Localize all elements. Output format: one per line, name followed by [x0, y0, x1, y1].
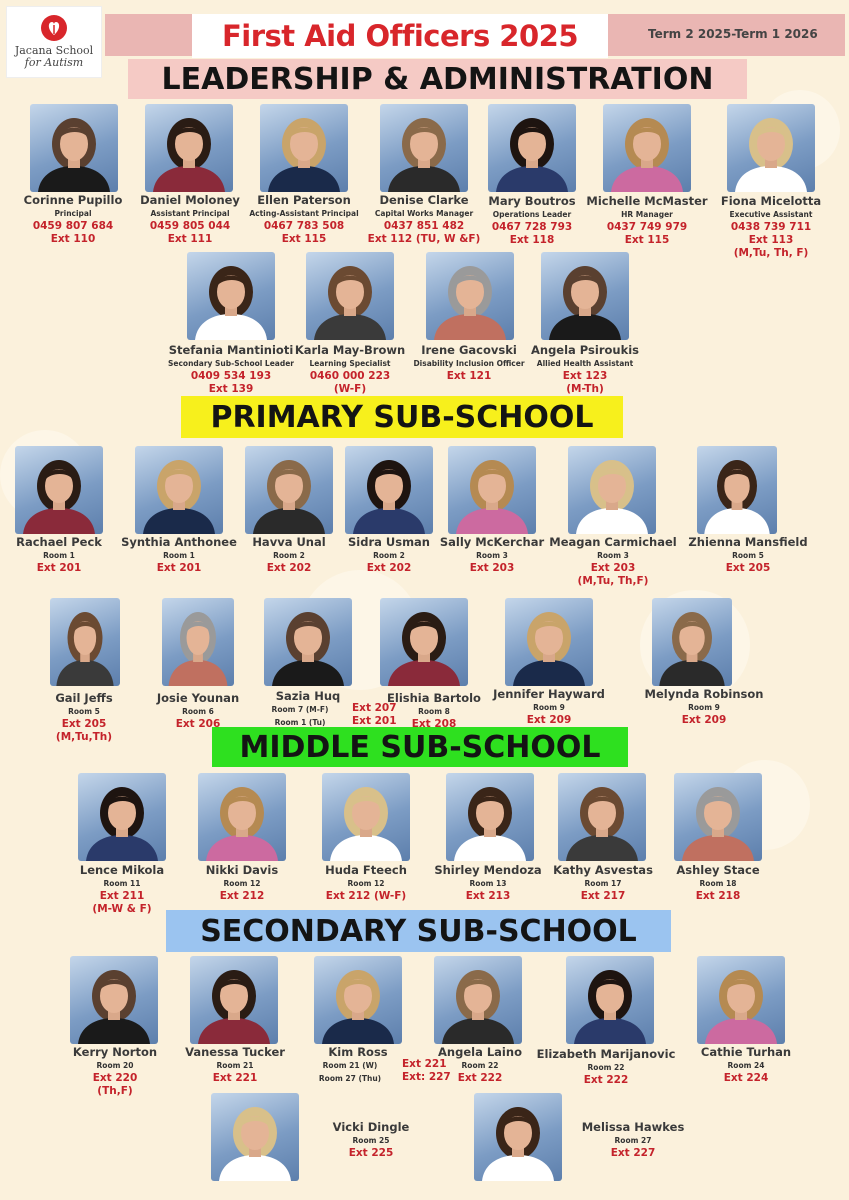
person-role: Room 20 — [96, 1061, 134, 1070]
person-contact: Ext 115 — [624, 234, 670, 246]
person-room: Room 21 (W) — [322, 1061, 378, 1070]
person-name: Kim Ross — [328, 1045, 388, 1059]
person-photo — [697, 956, 785, 1044]
portrait-icon — [474, 1093, 562, 1181]
section-heading-secondary: SECONDARY SUB-SCHOOL — [166, 910, 671, 952]
person-role: Room 1 — [43, 551, 75, 560]
person-role: Room 25 — [352, 1136, 390, 1145]
person-name: Sazia Huq — [275, 689, 341, 703]
person-role: Room 17 — [584, 879, 622, 888]
person-contact: Ext 203 — [469, 562, 515, 574]
person-photo — [245, 446, 333, 534]
person-name: Elizabeth Marijanovic — [536, 1047, 676, 1061]
portrait-icon — [697, 956, 785, 1044]
person-name: Stefania Mantinioti — [168, 343, 294, 357]
person-contact: Ext 121 — [446, 370, 492, 382]
person-photo — [30, 104, 118, 192]
person-role: Room 6 — [182, 707, 214, 716]
person-photo — [727, 104, 815, 192]
person-room: Room 27 (Thu) — [318, 1074, 382, 1083]
person-contact: 0438 739 711 — [730, 221, 812, 233]
person-role: Room 2 — [373, 551, 405, 560]
portrait-icon — [30, 104, 118, 192]
person-contact: Ext 201 — [36, 562, 82, 574]
person-contact: Ext 205 — [725, 562, 771, 574]
person-role: Room 12 — [347, 879, 385, 888]
portrait-icon — [50, 598, 120, 686]
person-photo — [652, 598, 732, 686]
person-photo — [488, 104, 576, 192]
portrait-icon — [162, 598, 234, 686]
person-photo — [558, 773, 646, 861]
person-role: Room 9 — [533, 703, 565, 712]
section-heading-leadership: LEADERSHIP & ADMINISTRATION — [128, 59, 747, 99]
person-name: Irene Gacovski — [421, 343, 517, 357]
person-contact: Ext 220 — [92, 1072, 138, 1084]
person-contact: Ext 113 — [748, 234, 794, 246]
person-contact: 0409 534 193 — [190, 370, 272, 382]
portrait-icon — [78, 773, 166, 861]
school-logo — [6, 6, 102, 78]
person-photo — [145, 104, 233, 192]
person-photo — [162, 598, 234, 686]
person-name: Kathy Asvestas — [553, 863, 653, 877]
person-contact: Ext 209 — [526, 714, 572, 726]
person-photo — [50, 598, 120, 686]
person-photo — [474, 1093, 562, 1181]
person-name: Synthia Anthonee — [121, 535, 237, 549]
section-heading-primary: PRIMARY SUB-SCHOOL — [181, 396, 623, 438]
person-contact: Ext 111 — [167, 233, 213, 245]
person-contact: Ext 123 — [562, 370, 608, 382]
person-contact: (M,Tu, Th,F) — [577, 575, 649, 587]
person-photo — [603, 104, 691, 192]
person-name: Gail Jeffs — [55, 691, 113, 705]
person-room: Room 1 (Tu) — [274, 718, 326, 727]
portrait-icon — [674, 773, 762, 861]
person-name: Sally McKerchar — [439, 535, 545, 549]
person-name: Vicki Dingle — [332, 1120, 410, 1134]
person-contact: Ext 213 — [465, 890, 511, 902]
person-name: Cathie Turhan — [700, 1045, 792, 1059]
logo-wordmark — [15, 45, 93, 69]
person-role: Room 11 — [103, 879, 141, 888]
person-role: Disability Inclusion Officer — [413, 359, 525, 368]
person-name: Michelle McMaster — [586, 194, 708, 208]
person-contact: Ext 211 — [99, 890, 145, 902]
person-contact: Ext 118 — [509, 234, 555, 246]
person-photo — [434, 956, 522, 1044]
person-extension: Ext 207 — [352, 702, 397, 714]
person-role: Room 8 — [418, 707, 450, 716]
person-contact: (M-W & F) — [92, 903, 152, 915]
person-name: Mary Boutros — [488, 194, 576, 208]
term-label: Term 2 2025-Term 1 2026 — [648, 27, 818, 41]
portrait-icon — [260, 104, 348, 192]
person-photo — [78, 773, 166, 861]
person-role: Learning Specialist — [309, 359, 391, 368]
person-role: Executive Assistant — [729, 210, 813, 219]
portrait-icon — [190, 956, 278, 1044]
person-name: Sidra Usman — [347, 535, 431, 549]
person-name: Angela Laino — [438, 1045, 522, 1059]
portrait-icon — [446, 773, 534, 861]
person-contact: Ext 212 (W-F) — [325, 890, 407, 902]
person-role: Room 5 — [732, 551, 764, 560]
person-role: Room 24 — [727, 1061, 765, 1070]
person-contact: Ext 139 — [208, 383, 254, 395]
person-photo — [345, 446, 433, 534]
person-contact: (M,Tu, Th, F) — [733, 247, 809, 259]
portrait-icon — [245, 446, 333, 534]
portrait-icon — [448, 446, 536, 534]
portrait-icon — [426, 252, 514, 340]
person-role: Room 12 — [223, 879, 261, 888]
portrait-icon — [727, 104, 815, 192]
person-name: Ellen Paterson — [257, 193, 351, 207]
person-role: Room 22 — [461, 1061, 499, 1070]
person-contact: Ext 201 — [156, 562, 202, 574]
person-contact: 0467 728 793 — [491, 221, 573, 233]
person-contact: 0437 851 482 — [383, 220, 465, 232]
person-contact: Ext 209 — [681, 714, 727, 726]
person-photo — [446, 773, 534, 861]
person-contact: Ext 202 — [366, 562, 412, 574]
person-role: Room 27 — [614, 1136, 652, 1145]
portrait-icon — [541, 252, 629, 340]
person-name: Corinne Pupillo — [23, 193, 123, 207]
section-heading-middle: MIDDLE SUB-SCHOOL — [212, 727, 628, 767]
portrait-icon — [187, 252, 275, 340]
person-photo — [15, 446, 103, 534]
person-role: Room 3 — [476, 551, 508, 560]
person-photo — [322, 773, 410, 861]
person-role: Acting-Assistant Principal — [249, 209, 359, 218]
person-name: Elishia Bartolo — [387, 691, 481, 705]
logo-line-2: for Autism — [24, 56, 84, 69]
person-contact: Ext 206 — [175, 718, 221, 730]
person-contact: 0459 805 044 — [149, 220, 231, 232]
title-box — [192, 14, 608, 58]
person-photo — [674, 773, 762, 861]
person-role: Room 22 — [587, 1063, 625, 1072]
person-photo — [135, 446, 223, 534]
person-name: Melissa Hawkes — [581, 1120, 685, 1134]
portrait-icon — [697, 446, 777, 534]
person-role: Operations Leader — [492, 210, 572, 219]
person-contact: Ext 203 — [590, 562, 636, 574]
person-role: Room 1 — [163, 551, 195, 560]
person-photo — [306, 252, 394, 340]
portrait-icon — [145, 104, 233, 192]
person-role: Allied Health Assistant — [536, 359, 634, 368]
person-role: Principal — [54, 209, 92, 218]
person-name: Josie Younan — [156, 691, 240, 705]
portrait-icon — [566, 956, 654, 1044]
person-contact: Ext 225 — [348, 1147, 394, 1159]
person-contact: (Th,F) — [97, 1085, 133, 1097]
person-photo — [697, 446, 777, 534]
portrait-icon — [135, 446, 223, 534]
person-role: Room 3 — [597, 551, 629, 560]
person-contact: Ext 224 — [723, 1072, 769, 1084]
person-name: Zhienna Mansfield — [688, 535, 808, 549]
portrait-icon — [322, 773, 410, 861]
person-extension: Ext 221 — [402, 1058, 447, 1070]
person-name: Angela Psiroukis — [530, 343, 640, 357]
person-role: Room 21 — [216, 1061, 254, 1070]
portrait-icon — [434, 956, 522, 1044]
person-photo — [264, 598, 352, 686]
person-name: Karla May-Brown — [294, 343, 406, 357]
portrait-icon — [264, 598, 352, 686]
person-role: Room 2 — [273, 551, 305, 560]
person-photo — [568, 446, 656, 534]
person-contact: (M-Th) — [566, 383, 604, 395]
person-role: Room 5 — [68, 707, 100, 716]
person-photo — [505, 598, 593, 686]
person-contact: Ext 222 — [457, 1072, 503, 1084]
person-photo — [314, 956, 402, 1044]
person-photo — [198, 773, 286, 861]
person-contact: Ext 227 — [610, 1147, 656, 1159]
portrait-icon — [380, 598, 468, 686]
person-role: HR Manager — [621, 210, 673, 219]
person-name: Daniel Moloney — [140, 193, 240, 207]
person-name: Lence Mikola — [79, 863, 165, 877]
person-name: Rachael Peck — [16, 535, 102, 549]
person-photo — [448, 446, 536, 534]
person-role: Capital Works Manager — [374, 209, 474, 218]
person-contact: Ext 218 — [695, 890, 741, 902]
person-name: Shirley Mendoza — [434, 863, 542, 877]
person-photo — [426, 252, 514, 340]
portrait-icon — [70, 956, 158, 1044]
person-photo — [190, 956, 278, 1044]
person-name: Havva Unal — [252, 535, 326, 549]
person-name: Meagan Carmichael — [549, 535, 677, 549]
person-name: Vanessa Tucker — [185, 1045, 285, 1059]
person-contact: Ext 217 — [580, 890, 626, 902]
portrait-icon — [505, 598, 593, 686]
person-photo — [260, 104, 348, 192]
person-contact: (M,Tu,Th) — [55, 731, 113, 743]
portrait-icon — [198, 773, 286, 861]
person-name: Nikki Davis — [205, 863, 279, 877]
person-role: Assistant Principal — [150, 209, 230, 218]
heart-logo-icon — [39, 13, 69, 43]
person-contact: Ext 208 — [411, 718, 457, 730]
portrait-icon — [652, 598, 732, 686]
person-name: Ashley Stace — [676, 863, 760, 877]
portrait-icon — [488, 104, 576, 192]
logo-line-1: Jacana School — [14, 44, 94, 57]
person-contact: 0460 000 223 — [309, 370, 391, 382]
portrait-icon — [603, 104, 691, 192]
person-role: Room 9 — [688, 703, 720, 712]
portrait-icon — [211, 1093, 299, 1181]
person-contact: 0437 749 979 — [606, 221, 688, 233]
page-title: First Aid Officers 2025 — [221, 19, 579, 53]
person-contact: 0467 783 508 — [263, 220, 345, 232]
portrait-icon — [558, 773, 646, 861]
person-name: Jennifer Hayward — [493, 687, 605, 701]
person-name: Fiona Micelotta — [720, 194, 822, 208]
person-name: Denise Clarke — [379, 193, 469, 207]
person-extension: Ext 201 — [352, 715, 397, 727]
person-role: Secondary Sub-School Leader — [167, 359, 295, 368]
person-contact: 0459 807 684 — [32, 220, 114, 232]
person-name: Huda Fteech — [325, 863, 407, 877]
portrait-icon — [568, 446, 656, 534]
person-contact: Ext 202 — [266, 562, 312, 574]
person-contact: Ext 112 (TU, W &F) — [367, 233, 481, 245]
person-contact: (W-F) — [333, 383, 367, 395]
person-photo — [211, 1093, 299, 1181]
person-role: Room 13 — [469, 879, 507, 888]
portrait-icon — [314, 956, 402, 1044]
person-room: Room 7 (M-F) — [271, 705, 329, 714]
person-name: Kerry Norton — [72, 1045, 158, 1059]
person-photo — [380, 104, 468, 192]
person-role: Room 18 — [699, 879, 737, 888]
person-extension: Ext: 227 — [402, 1071, 451, 1083]
person-contact: Ext 110 — [50, 233, 96, 245]
portrait-icon — [380, 104, 468, 192]
person-contact: Ext 221 — [212, 1072, 258, 1084]
person-photo — [70, 956, 158, 1044]
person-contact: Ext 115 — [281, 233, 327, 245]
person-photo — [566, 956, 654, 1044]
person-photo — [541, 252, 629, 340]
person-photo — [380, 598, 468, 686]
person-name: Melynda Robinson — [644, 687, 764, 701]
person-photo — [187, 252, 275, 340]
person-contact: Ext 222 — [583, 1074, 629, 1086]
person-contact: Ext 205 — [61, 718, 107, 730]
portrait-icon — [306, 252, 394, 340]
person-contact: Ext 212 — [219, 890, 265, 902]
portrait-icon — [345, 446, 433, 534]
portrait-icon — [15, 446, 103, 534]
